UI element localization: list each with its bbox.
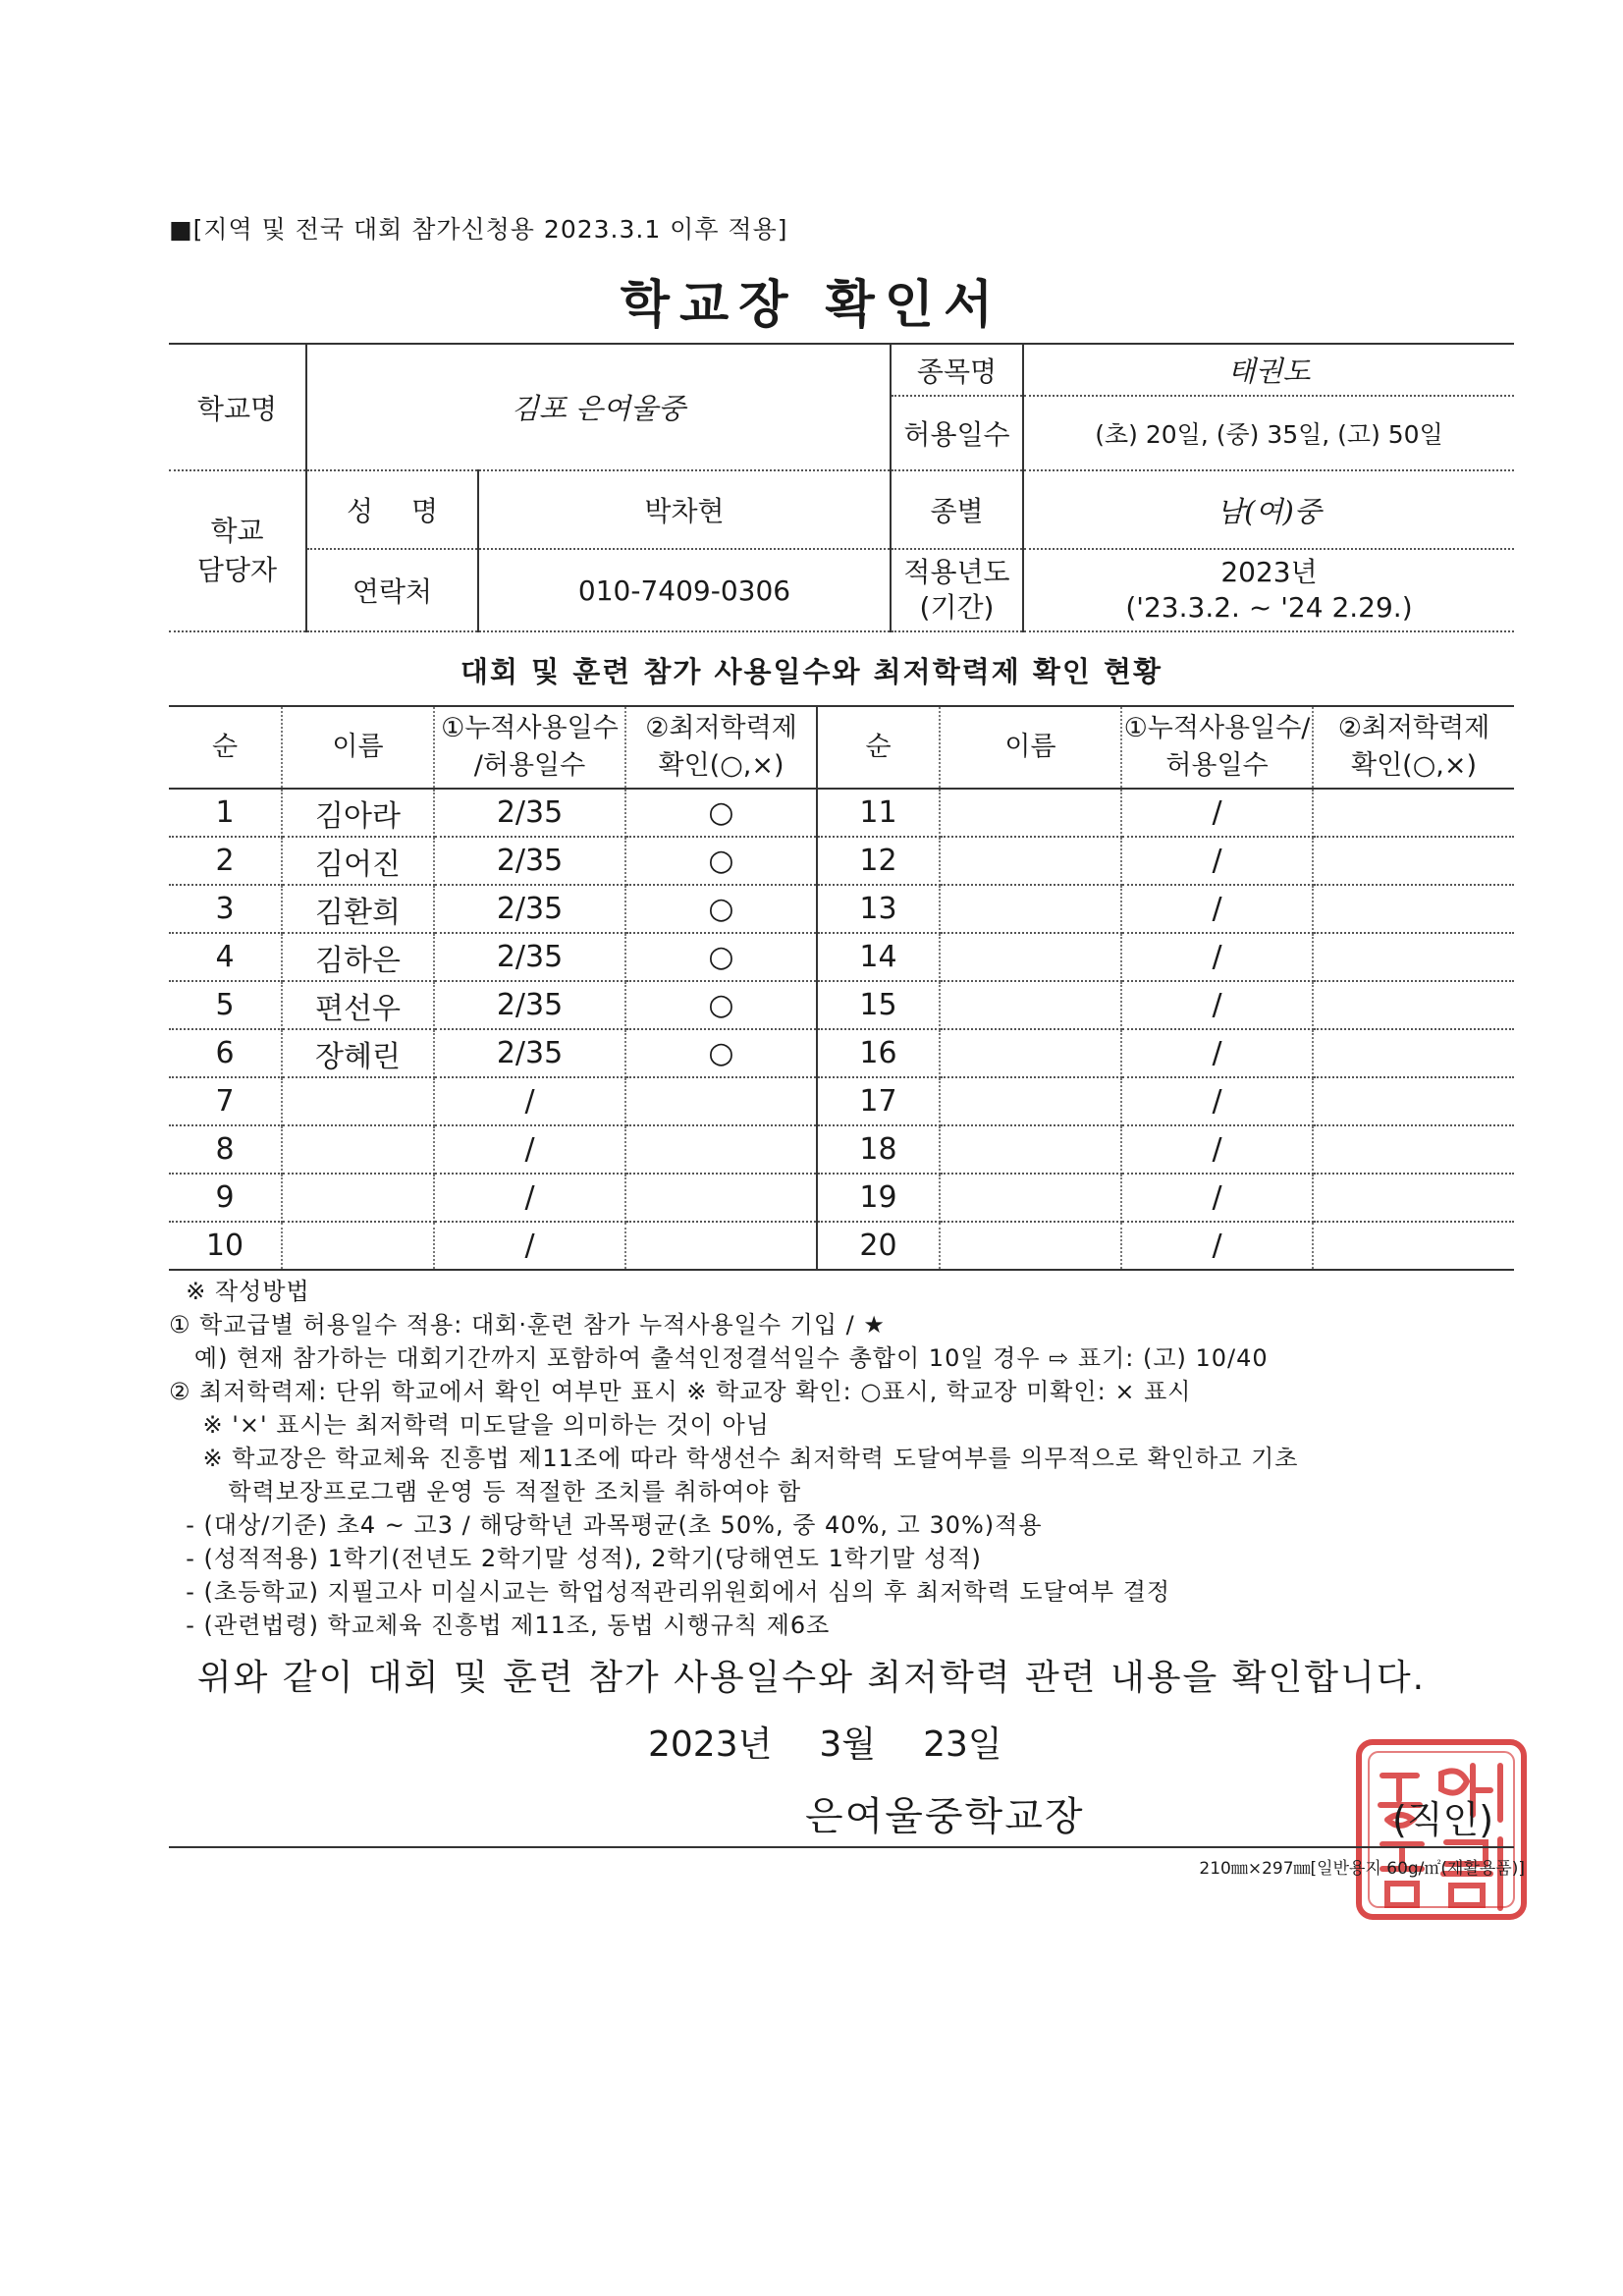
header-check-right — [1313, 706, 1514, 789]
used-allowed-days: 2/35 — [434, 789, 625, 837]
used-allowed-days: 2/35 — [434, 981, 625, 1029]
student-name — [282, 1222, 434, 1270]
min-academic-check-right — [1313, 1222, 1514, 1270]
instruction-line: - (대상/기준) 초4 ~ 고3 / 해당학년 과목평균(초 50%, 중 40%, 고 30%)적용 — [169, 1511, 1043, 1539]
header-check-right-line1: ②최저학력제 — [1337, 713, 1490, 743]
confirmation-statement: 위와 같이 대회 및 훈련 참가 사용일수와 최저학력 관련 내용을 확인합니다. — [196, 1658, 1427, 1698]
student-name-right — [940, 1222, 1121, 1270]
row-number: 1 — [169, 789, 282, 837]
instruction-line: ② 최저학력제: 단위 학교에서 확인 여부만 표시 ※ 학교장 확인: ○표시, 학교장 미확인: × 표시 — [169, 1378, 1192, 1405]
seal-note: (직인) — [1392, 1798, 1494, 1841]
roster-row — [169, 1029, 1514, 1077]
roster-row — [169, 933, 1514, 981]
manager-label-line2: 담당자 — [196, 554, 278, 586]
used-allowed-days: / — [434, 1222, 625, 1270]
min-academic-check-right — [1313, 1077, 1514, 1125]
instruction-line: ※ 작성방법 — [169, 1278, 310, 1305]
used-allowed-days-right: / — [1121, 933, 1313, 981]
roster-row — [169, 981, 1514, 1029]
used-allowed-days-right: / — [1121, 1222, 1313, 1270]
header-days-right — [1121, 706, 1313, 789]
min-academic-check: ○ — [625, 885, 817, 933]
roster-body — [169, 789, 1514, 1270]
row-number: 8 — [169, 1125, 282, 1174]
header-days-line2: /허용일수 — [473, 750, 586, 781]
header-check-right-line2: 확인(○,×) — [1351, 750, 1477, 781]
row-number: 10 — [169, 1222, 282, 1270]
roster-row — [169, 1222, 1514, 1270]
header-no-right: 순 — [817, 706, 940, 789]
student-name-right — [940, 789, 1121, 837]
student-name-right — [940, 933, 1121, 981]
min-academic-check-right — [1313, 933, 1514, 981]
header-days-right-line2: 허용일수 — [1165, 750, 1269, 781]
row-number: 6 — [169, 1029, 282, 1077]
min-academic-check — [625, 1077, 817, 1125]
row-number-right: 13 — [817, 885, 940, 933]
writing-instructions — [169, 1275, 1543, 1642]
contact-label: 연락처 — [306, 549, 478, 631]
used-allowed-days: / — [434, 1077, 625, 1125]
row-number: 3 — [169, 885, 282, 933]
roster-row — [169, 885, 1514, 933]
roster-row — [169, 1077, 1514, 1125]
issue-day: 23일 — [923, 1724, 1002, 1765]
instruction-line: - (관련법령) 학교체육 진흥법 제11조, 동법 시행규칙 제6조 — [169, 1612, 831, 1639]
category-value: 남(여)중 — [1023, 470, 1514, 549]
min-academic-check: ○ — [625, 789, 817, 837]
used-allowed-days: 2/35 — [434, 885, 625, 933]
min-academic-check-right — [1313, 981, 1514, 1029]
header-no: 순 — [169, 706, 282, 789]
header-days — [434, 706, 625, 789]
instruction-line: - (초등학교) 지필고사 미실시교는 학업성적관리위원회에서 심의 후 최저학력 도달여부 결정 — [169, 1578, 1171, 1606]
issue-date — [648, 1717, 1002, 1767]
used-allowed-days-right: / — [1121, 1077, 1313, 1125]
roster-row — [169, 1174, 1514, 1222]
year: 2023년 — [1220, 556, 1318, 588]
header-name-right: 이름 — [940, 706, 1121, 789]
header-check-line2: 확인(○,×) — [658, 750, 784, 781]
used-allowed-days-right: / — [1121, 981, 1313, 1029]
min-academic-check: ○ — [625, 1029, 817, 1077]
section-title: 대회 및 훈련 참가 사용일수와 최저학력제 확인 현황 — [460, 655, 1163, 688]
instruction-line: 예) 현재 참가하는 대회기간까지 포함하여 출석인정결석일수 총합이 10일 경우 ⇨ 표기: (고) 10/40 — [169, 1344, 1269, 1372]
instruction-line: ※ 학교장은 학교체육 진흥법 제11조에 따라 학생선수 최저학력 도달여부를 의무적으로 확인하고 기초 — [169, 1445, 1299, 1472]
min-academic-check — [625, 1174, 817, 1222]
roster-row — [169, 1125, 1514, 1174]
min-academic-check — [625, 1222, 817, 1270]
header-days-line1: ①누적사용일수 — [441, 713, 619, 743]
min-academic-check-right — [1313, 1125, 1514, 1174]
row-number-right: 12 — [817, 837, 940, 885]
paper-size-note: 210㎜×297㎜[일반용지 60g/㎡(재활용품)] — [1199, 1859, 1525, 1879]
row-number-right: 15 — [817, 981, 940, 1029]
school-name-label: 학교명 — [169, 344, 306, 470]
roster-table — [169, 705, 1514, 1271]
header-name: 이름 — [282, 706, 434, 789]
sport-value: 태권도 — [1023, 344, 1514, 396]
period: ('23.3.2. ~ '24 2.29.) — [1125, 591, 1413, 624]
instruction-line: - (성적적용) 1학기(전년도 2학기말 성적), 2학기(당해연도 1학기말 성적) — [169, 1545, 982, 1572]
student-name-right — [940, 981, 1121, 1029]
bottom-rule — [169, 1846, 1514, 1848]
year-label-line2: (기간) — [919, 591, 995, 624]
row-number: 2 — [169, 837, 282, 885]
row-number-right: 20 — [817, 1222, 940, 1270]
student-name: 김아라 — [282, 789, 434, 837]
used-allowed-days: / — [434, 1125, 625, 1174]
used-allowed-days: 2/35 — [434, 933, 625, 981]
name-label: 성 명 — [306, 470, 478, 549]
header-check-line1: ②최저학력제 — [645, 713, 797, 743]
principal-title: 은여울중학교장 — [805, 1794, 1085, 1839]
row-number: 7 — [169, 1077, 282, 1125]
used-allowed-days: 2/35 — [434, 837, 625, 885]
roster-header-row — [169, 706, 1514, 789]
row-number: 9 — [169, 1174, 282, 1222]
row-number-right: 11 — [817, 789, 940, 837]
student-name: 김하은 — [282, 933, 434, 981]
header-note: ■[지역 및 전국 대회 참가신청용 2023.3.1 이후 적용] — [169, 215, 788, 244]
student-name — [282, 1174, 434, 1222]
contact-value: 010-7409-0306 — [478, 549, 891, 631]
row-number: 5 — [169, 981, 282, 1029]
min-academic-check: ○ — [625, 981, 817, 1029]
used-allowed-days: 2/35 — [434, 1029, 625, 1077]
student-name — [282, 1125, 434, 1174]
used-allowed-days-right: / — [1121, 885, 1313, 933]
row-number-right: 17 — [817, 1077, 940, 1125]
min-academic-check-right — [1313, 1029, 1514, 1077]
document-title: 학교장 확인서 — [620, 276, 1003, 335]
name-value: 박차현 — [478, 470, 891, 549]
used-allowed-days-right: / — [1121, 1174, 1313, 1222]
min-academic-check: ○ — [625, 837, 817, 885]
student-name: 편선우 — [282, 981, 434, 1029]
min-academic-check-right — [1313, 1174, 1514, 1222]
used-allowed-days-right: / — [1121, 789, 1313, 837]
student-name-right — [940, 1174, 1121, 1222]
school-name-value: 김포 은여울중 — [306, 344, 891, 470]
student-name: 김환희 — [282, 885, 434, 933]
student-name-right — [940, 837, 1121, 885]
min-academic-check: ○ — [625, 933, 817, 981]
used-allowed-days-right: / — [1121, 837, 1313, 885]
header-days-right-line1: ①누적사용일수/ — [1123, 713, 1311, 743]
student-name: 장혜린 — [282, 1029, 434, 1077]
student-name-right — [940, 1029, 1121, 1077]
issue-year: 2023년 — [648, 1724, 773, 1765]
student-name-right — [940, 1125, 1121, 1174]
category-label: 종별 — [891, 470, 1023, 549]
issue-month: 3월 — [819, 1724, 877, 1765]
student-name-right — [940, 1077, 1121, 1125]
used-allowed-days-right: / — [1121, 1125, 1313, 1174]
row-number-right: 19 — [817, 1174, 940, 1222]
manager-label — [169, 470, 306, 631]
instruction-line: ※ '×' 표시는 최저학력 미도달을 의미하는 것이 아님 — [169, 1411, 770, 1439]
used-allowed-days-right: / — [1121, 1029, 1313, 1077]
allowed-days-label: 허용일수 — [891, 396, 1023, 470]
instruction-line: ① 학교급별 허용일수 적용: 대회·훈련 참가 누적사용일수 기입 / ★ — [169, 1311, 886, 1339]
student-name: 김어진 — [282, 837, 434, 885]
roster-row — [169, 789, 1514, 837]
year-label-line1: 적용년도 — [903, 556, 1010, 588]
used-allowed-days: / — [434, 1174, 625, 1222]
student-name-right — [940, 885, 1121, 933]
sport-label: 종목명 — [891, 344, 1023, 396]
min-academic-check-right — [1313, 789, 1514, 837]
row-number: 4 — [169, 933, 282, 981]
info-table — [169, 343, 1514, 632]
header-check — [625, 706, 817, 789]
instruction-line: 학력보장프로그램 운영 등 적절한 조치를 취하여야 함 — [169, 1478, 802, 1505]
allowed-days-value: (초) 20일, (중) 35일, (고) 50일 — [1023, 396, 1514, 470]
min-academic-check-right — [1313, 837, 1514, 885]
min-academic-check — [625, 1125, 817, 1174]
row-number-right: 16 — [817, 1029, 940, 1077]
student-name — [282, 1077, 434, 1125]
min-academic-check-right — [1313, 885, 1514, 933]
year-value — [1023, 549, 1514, 631]
year-label — [891, 549, 1023, 631]
row-number-right: 18 — [817, 1125, 940, 1174]
manager-label-line1: 학교 — [210, 515, 264, 547]
row-number-right: 14 — [817, 933, 940, 981]
roster-row — [169, 837, 1514, 885]
